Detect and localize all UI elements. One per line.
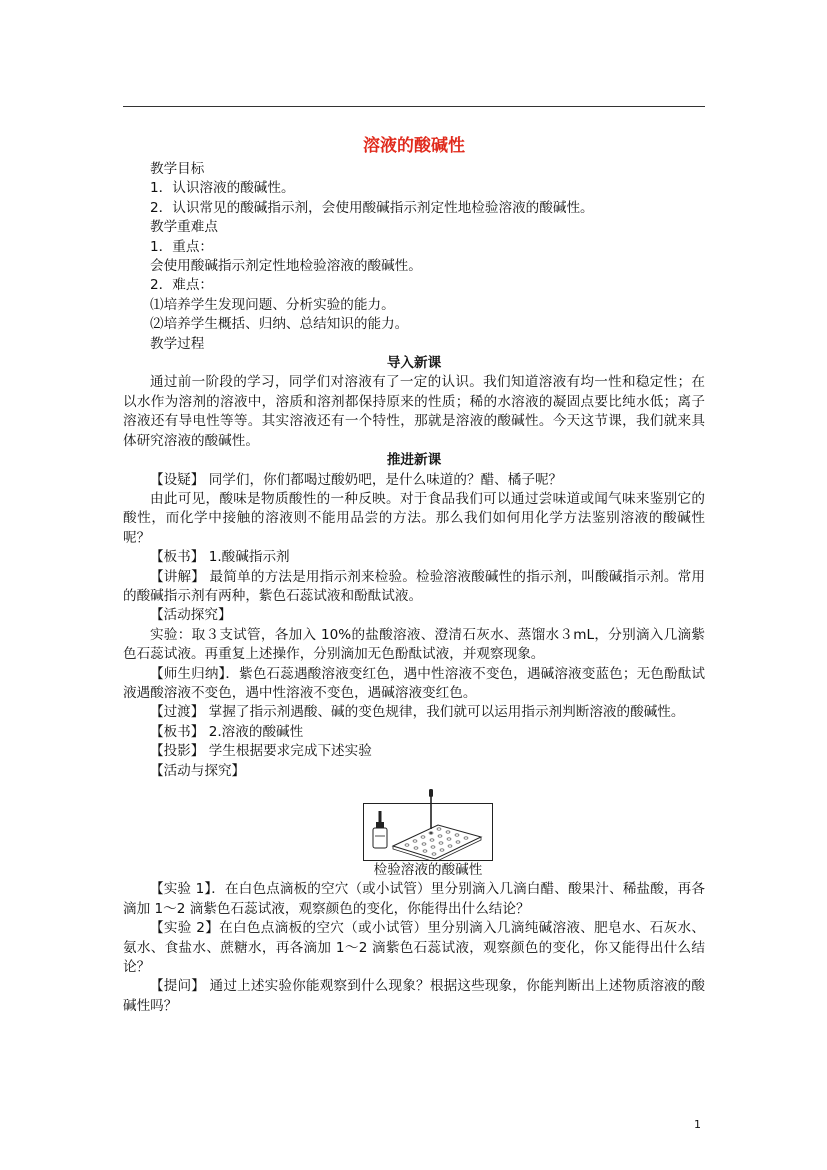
key-point-text: 会使用酸碱指示剂定性地检验溶液的酸碱性。 xyxy=(150,258,422,275)
experiment-figure xyxy=(363,789,493,861)
paragraph: 【设疑】 同学们，你们都喝过酸奶吧，是什么味道的？醋、橘子呢？ xyxy=(150,471,563,488)
section-intro-heading: 导入新课 xyxy=(386,355,442,372)
paragraph: 【师生归纳】．紫色石蕊遇酸溶液变红色，遇中性溶液不变色，遇碱溶液变蓝色；无色酚酞试液遇酸溶液不变色，遇中性溶液不变色，遇碱溶液变红色。 xyxy=(123,665,705,701)
key-point-label: 1．重点： xyxy=(150,238,214,255)
paragraph: 【过渡】 掌握了指示剂遇酸、碱的变色规律，我们就可以运用指示剂判断溶液的酸碱性。 xyxy=(150,704,685,721)
difficulty-2: ⑵培养学生概括、归纳、总结知识的能力。 xyxy=(150,316,409,333)
paragraph: 【板书】 2.溶液的酸碱性 xyxy=(150,723,304,740)
paragraph: 【提问】 通过上述实验你能观察到什么现象？根据这些现象，你能判断出上述物质溶液的酸碱性吗？ xyxy=(123,978,705,1014)
heading-objectives: 教学目标 xyxy=(150,161,205,177)
figure-caption: 检验溶液的酸碱性 xyxy=(373,862,483,878)
heading-key-points: 教学重难点 xyxy=(150,219,218,236)
intro-paragraph: 通过前一阶段的学习，同学们对溶液有了一定的认识。我们知道溶液有均一性和稳定性；在以水作为溶剂的溶液中，溶质和溶剂都保持原来的性质；稀的水溶液的凝固点要比纯水低；离子溶液还有导电性等等。其实溶液还有一个特性，那就是溶液的酸碱性。今天这节课，我们就来具体研究溶液的酸碱性。 xyxy=(123,374,705,449)
paragraph: 【讲解】 最简单的方法是用指示剂来检验。检验溶液酸碱性的指示剂，叫酸碱指示剂。常用的酸碱指示剂有两种，紫色石蕊试液和酚酞试液。 xyxy=(123,568,705,604)
paragraph: 实验：取３支试管，各加入 10%的盐酸溶液、澄清石灰水、蒸馏水３mL，分别滴入几滴紫色石蕊试液。再重复上述操作，分别滴加无色酚酞试液，并观察现象。 xyxy=(123,626,705,663)
paragraph: 【板书】 1.酸碱指示剂 xyxy=(150,549,290,566)
paragraph: 【实验 1】．在白色点滴板的空穴（或小试管）里分别滴入几滴白醋、酸果汁、稀盐酸，再各滴加 1～2 滴紫色石蕊试液，观察颜色的变化，你能得出什么结论？ xyxy=(123,881,705,917)
paragraph: 由此可见，酸味是物质酸性的一种反映。对于食品我们可以通过尝味道或闻气味来鉴别它的酸性，而化学中接触的溶液则不能用品尝的方法。那么我们如何用化学方法鉴别溶液的酸碱性呢？ xyxy=(123,490,705,546)
paragraph: 【活动与探究】 xyxy=(150,762,246,779)
section-new-lesson-heading: 推进新课 xyxy=(386,452,442,469)
difficulty-label: 2．难点： xyxy=(150,277,214,294)
document-body xyxy=(123,134,705,1016)
paragraph: 【活动探究】 xyxy=(150,607,232,624)
objective-2: 2．认识常见的酸碱指示剂，会使用酸碱指示剂定性地检验溶液的酸碱性。 xyxy=(150,199,594,216)
header-rule xyxy=(123,106,705,107)
heading-process: 教学过程 xyxy=(150,335,205,352)
paragraph: 【投影】 学生根据要求完成下述实验 xyxy=(150,743,372,760)
paragraph: 【实验 2】在白色点滴板的空穴（或小试管）里分别滴入几滴纯碱溶液、肥皂水、石灰水、氨水、食盐水、蔗糖水，再各滴加 1～2 滴紫色石蕊试液，观察颜色的变化，你又能得出什么结论？ xyxy=(123,920,705,976)
difficulty-1: ⑴培养学生发现问题、分析实验的能力。 xyxy=(150,296,395,313)
page-title: 溶液的酸碱性 xyxy=(363,136,465,156)
spot-plate-illustration xyxy=(363,789,493,861)
page-number: 1 xyxy=(694,1118,701,1131)
objective-1: 1．认识溶液的酸碱性。 xyxy=(150,180,295,197)
